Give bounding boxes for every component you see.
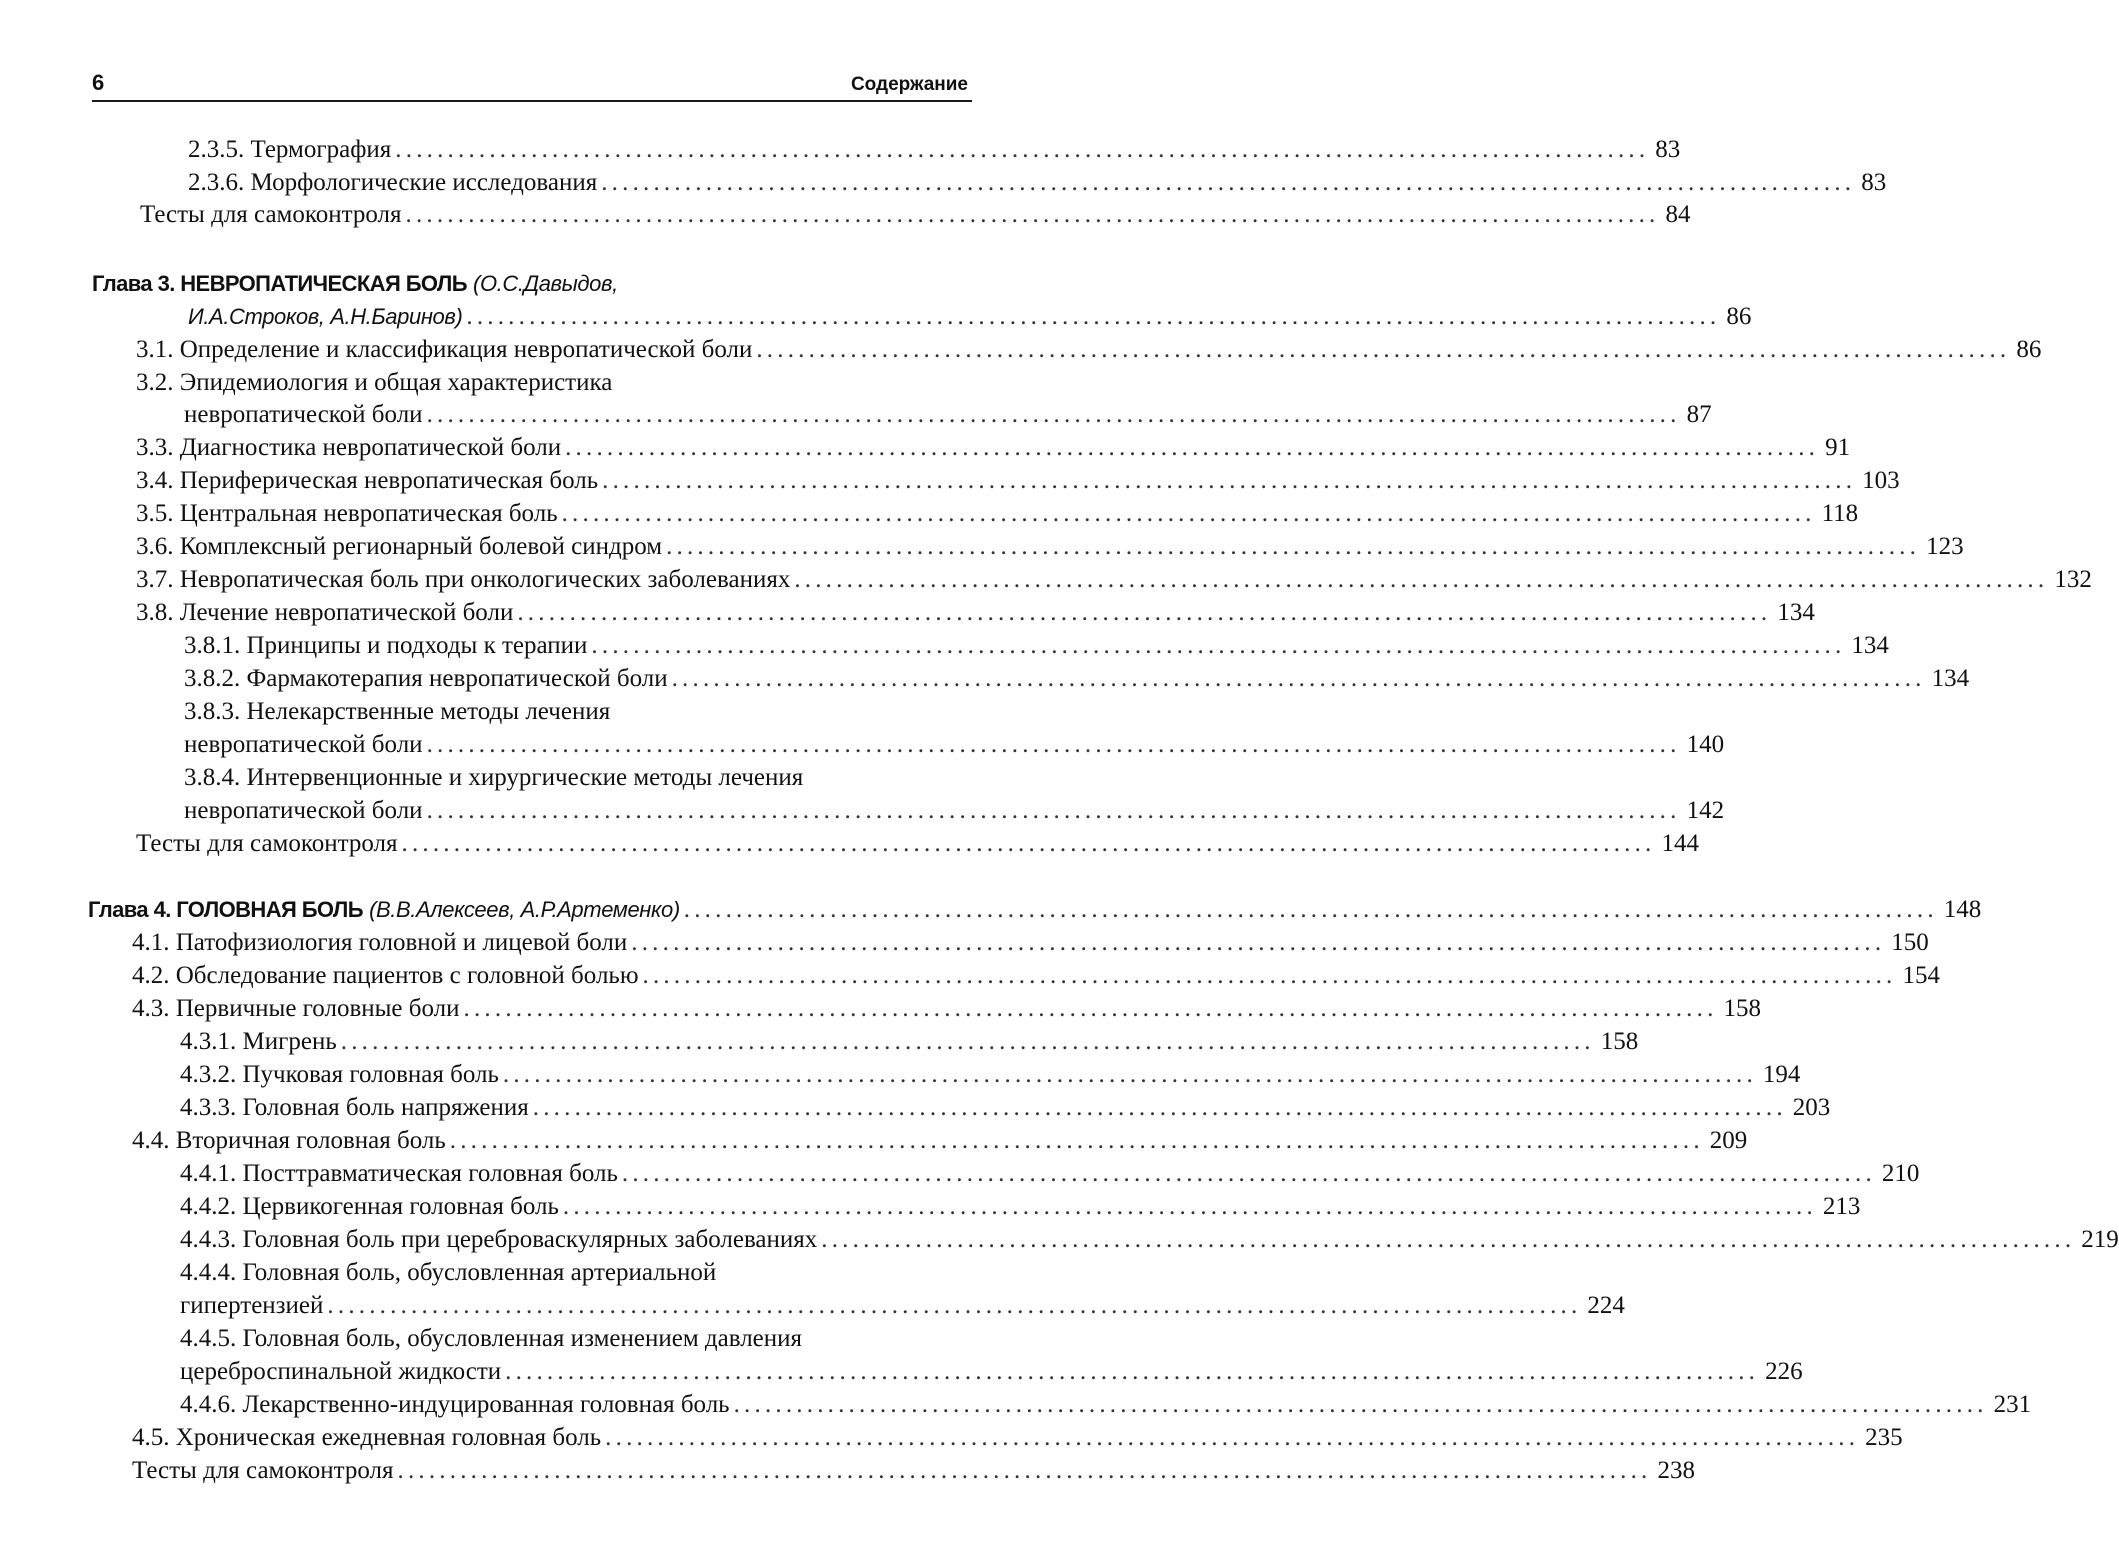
leader-dots: ........................................................................................................................ bbox=[426, 401, 1681, 428]
entry-number: 4.4.1. bbox=[180, 1160, 237, 1187]
entry-title: Мигрень bbox=[242, 1028, 337, 1055]
toc-entry-3-8-1[interactable] bbox=[184, 630, 1889, 662]
entry-page: 118 bbox=[1821, 500, 1859, 527]
entry-number: 3.1. bbox=[136, 336, 174, 363]
entry-title: Периферическая невропатическая боль bbox=[179, 467, 599, 494]
chapter-4-heading[interactable] bbox=[88, 894, 1982, 926]
toc-entry-3-8-3-line-1[interactable] bbox=[184, 696, 960, 728]
toc-entry-3-8-4-line-2[interactable] bbox=[184, 795, 1725, 827]
entry-title-continued: невропатической боли bbox=[184, 797, 423, 824]
entry-title: Термография bbox=[250, 136, 392, 163]
entry-title: Пучковая головная боль bbox=[242, 1061, 499, 1088]
chapter-3-heading[interactable] bbox=[92, 268, 618, 300]
leader-dots: ........................................................................................................................ bbox=[401, 830, 1656, 857]
leader-dots: ........................................................................................................................ bbox=[502, 1061, 1757, 1088]
entry-title-continued: невропатической боли bbox=[184, 401, 423, 428]
entry-title: Головная боль при цереброваскулярных заболеваниях bbox=[242, 1226, 818, 1253]
entry-number: 4.5. bbox=[132, 1424, 170, 1451]
entry-title: Лечение невропатической боли bbox=[179, 599, 514, 626]
entry-title: Фармакотерапия невропатической боли bbox=[246, 665, 668, 692]
entry-number: 4.4.2. bbox=[180, 1193, 237, 1220]
toc-entry-tests-ch4[interactable] bbox=[132, 1455, 1695, 1487]
leader-dots: ........................................................................................................................ bbox=[605, 1424, 1860, 1451]
entry-page: 142 bbox=[1686, 797, 1725, 824]
toc-entry-3-1[interactable] bbox=[136, 334, 2042, 366]
entry-title: Тесты для самоконтроля bbox=[140, 201, 402, 228]
toc-entry-3-2-line-1[interactable] bbox=[136, 367, 960, 399]
toc-entry-2-3-6[interactable] bbox=[188, 167, 1887, 199]
entry-page: 150 bbox=[1891, 929, 1929, 956]
entry-page: 83 bbox=[1655, 136, 1681, 163]
toc-entry-4-3-3[interactable] bbox=[180, 1092, 1831, 1124]
toc-entry-4-4-4-line-2[interactable] bbox=[180, 1290, 1625, 1322]
entry-title: Цервикогенная головная боль bbox=[242, 1193, 559, 1220]
entry-number: 4.4.6. bbox=[180, 1391, 237, 1418]
toc-entry-3-8-2[interactable] bbox=[184, 663, 1970, 695]
leader-dots: ........................................................................................................................ bbox=[733, 1391, 1988, 1418]
toc-entry-4-4-5-line-1[interactable] bbox=[180, 1323, 956, 1355]
entry-title: Тесты для самоконтроля bbox=[136, 830, 398, 857]
leader-dots: ........................................................................................................................ bbox=[631, 929, 1886, 956]
chapter-authors: (О.С.Давыдов, bbox=[473, 271, 618, 296]
chapter-authors: И.А.Строков, А.Н.Баринов) bbox=[188, 304, 463, 329]
entry-title: Вторичная головная боль bbox=[175, 1127, 446, 1154]
leader-dots: ........................................................................................................................ bbox=[565, 434, 1820, 461]
entry-title-continued: цереброспинальной жидкости bbox=[180, 1358, 502, 1385]
leader-dots: ........................................................................................................................ bbox=[561, 500, 1816, 527]
leader-dots: ........................................................................................................................ bbox=[327, 1292, 1582, 1319]
toc-entry-tests-ch3[interactable] bbox=[136, 828, 1699, 860]
entry-title: Посттравматическая головная боль bbox=[242, 1160, 618, 1187]
leader-dots: ........................................................................................................................ bbox=[397, 1457, 1652, 1484]
entry-page: 226 bbox=[1765, 1358, 1803, 1385]
entry-title: Комплексный регионарный болевой синдром bbox=[179, 533, 663, 560]
toc-entry-4-4-6[interactable] bbox=[180, 1389, 2032, 1421]
toc-entry-4-4-1[interactable] bbox=[180, 1158, 1920, 1190]
toc-entry-3-8-4-line-1[interactable] bbox=[184, 762, 960, 794]
entry-page: 134 bbox=[1777, 599, 1815, 626]
entry-page: 238 bbox=[1657, 1457, 1695, 1484]
entry-number: 3.4. bbox=[136, 467, 174, 494]
leader-dots: ........................................................................................................................ bbox=[756, 336, 2011, 363]
leader-dots: ........................................................................................................................ bbox=[405, 201, 1660, 228]
entry-page: 154 bbox=[1902, 962, 1940, 989]
entry-page: 158 bbox=[1600, 1028, 1639, 1055]
toc-entry-3-8[interactable] bbox=[136, 597, 1815, 629]
leader-dots: ........................................................................................................................ bbox=[517, 599, 1772, 626]
toc-entry-3-2-line-2[interactable] bbox=[184, 399, 1712, 431]
entry-number: 4.4.4. bbox=[180, 1259, 237, 1286]
entry-page: 231 bbox=[1993, 1391, 2032, 1418]
entry-title: Принципы и подходы к терапии bbox=[246, 632, 588, 659]
toc-entry-4-4[interactable] bbox=[132, 1125, 1748, 1157]
entry-title: Эпидемиология и общая характеристика bbox=[179, 369, 613, 396]
leader-dots: ........................................................................................................................ bbox=[340, 1028, 1595, 1055]
entry-page: 134 bbox=[1851, 632, 1889, 659]
page-number: 6 bbox=[92, 70, 105, 95]
entry-number: 4.4.3. bbox=[180, 1226, 237, 1253]
entry-page: 144 bbox=[1661, 830, 1699, 857]
entry-title: Лекарственно-индуцированная головная боль bbox=[242, 1391, 730, 1418]
toc-entry-4-3-1[interactable] bbox=[180, 1026, 1639, 1058]
entry-number: 3.3. bbox=[136, 434, 174, 461]
entry-page: 91 bbox=[1825, 434, 1851, 461]
leader-dots: ........................................................................................................................ bbox=[591, 632, 1846, 659]
entry-page: 86 bbox=[1726, 303, 1752, 330]
entry-number: 4.3.2. bbox=[180, 1061, 237, 1088]
entry-title: Морфологические исследования bbox=[250, 169, 598, 196]
leader-dots: ........................................................................................................................ bbox=[466, 303, 1721, 330]
entry-page: 132 bbox=[2054, 566, 2092, 593]
leader-dots: ........................................................................................................................ bbox=[794, 566, 2049, 593]
page-header bbox=[92, 68, 972, 102]
entry-number: 3.2. bbox=[136, 369, 174, 396]
entry-page: 148 bbox=[1943, 896, 1982, 923]
chapter-authors: (В.В.Алексеев, А.Р.Артеменко) bbox=[369, 897, 680, 922]
entry-title: Первичные головные боли bbox=[175, 995, 460, 1022]
toc-entry-4-4-2[interactable] bbox=[180, 1191, 1861, 1223]
entry-title: Нелекарственные методы лечения bbox=[246, 698, 611, 725]
toc-entry-tests-ch2[interactable] bbox=[140, 199, 1691, 231]
entry-number: 4.4. bbox=[132, 1127, 170, 1154]
entry-title: Диагностика невропатической боли bbox=[179, 434, 562, 461]
entry-title: Тесты для самоконтроля bbox=[132, 1457, 394, 1484]
entry-number: 4.3.1. bbox=[180, 1028, 237, 1055]
toc-entry-4-5[interactable] bbox=[132, 1422, 1903, 1454]
toc-entry-3-5[interactable] bbox=[136, 498, 1859, 530]
entry-number: 4.2. bbox=[132, 962, 170, 989]
entry-number: 4.3.3. bbox=[180, 1094, 237, 1121]
leader-dots: ........................................................................................................................ bbox=[821, 1226, 2076, 1253]
entry-number: 4.4.5. bbox=[180, 1325, 237, 1352]
toc-entry-4-2[interactable] bbox=[132, 960, 1940, 992]
entry-page: 140 bbox=[1686, 731, 1725, 758]
entry-page: 213 bbox=[1822, 1193, 1861, 1220]
entry-title: Определение и классификация невропатической боли bbox=[179, 336, 753, 363]
entry-title: Головная боль напряжения bbox=[242, 1094, 529, 1121]
entry-page: 83 bbox=[1861, 169, 1887, 196]
leader-dots: ........................................................................................................................ bbox=[683, 896, 1938, 923]
entry-title: Головная боль, обусловленная изменением давления bbox=[242, 1325, 803, 1352]
leader-dots: ........................................................................................................................ bbox=[426, 731, 1681, 758]
toc-entry-3-6[interactable] bbox=[136, 531, 1964, 563]
leader-dots: ........................................................................................................................ bbox=[602, 467, 1857, 494]
toc-entry-3-7[interactable] bbox=[136, 564, 2092, 596]
entry-page: 203 bbox=[1792, 1094, 1831, 1121]
entry-page: 103 bbox=[1862, 467, 1900, 494]
entry-title: Головная боль, обусловленная артериальной bbox=[242, 1259, 717, 1286]
leader-dots: ........................................................................................................................ bbox=[532, 1094, 1787, 1121]
leader-dots: ........................................................................................................................ bbox=[601, 169, 1856, 196]
entry-page: 134 bbox=[1931, 665, 1970, 692]
chapter-3-authors-line[interactable] bbox=[188, 301, 1752, 333]
leader-dots: ........................................................................................................................ bbox=[666, 533, 1921, 560]
toc-entry-4-4-5-line-2[interactable] bbox=[180, 1356, 1803, 1388]
entry-number: 3.5. bbox=[136, 500, 174, 527]
toc-entry-4-4-4-line-1[interactable] bbox=[180, 1257, 956, 1289]
leader-dots: ........................................................................................................................ bbox=[505, 1358, 1760, 1385]
entry-page: 224 bbox=[1587, 1292, 1625, 1319]
toc-entry-3-4[interactable] bbox=[136, 465, 1900, 497]
entry-page: 84 bbox=[1665, 201, 1691, 228]
entry-page: 235 bbox=[1865, 1424, 1903, 1451]
entry-number: 2.3.6. bbox=[188, 169, 245, 196]
entry-page: 87 bbox=[1686, 401, 1712, 428]
entry-page: 86 bbox=[2016, 336, 2042, 363]
leader-dots: ........................................................................................................................ bbox=[463, 995, 1718, 1022]
leader-dots: ........................................................................................................................ bbox=[671, 665, 1926, 692]
entry-number: 3.8.2. bbox=[184, 665, 241, 692]
toc-entry-3-3[interactable] bbox=[136, 432, 1851, 464]
toc-entry-4-1[interactable] bbox=[132, 927, 1929, 959]
toc-entry-4-3-2[interactable] bbox=[180, 1059, 1801, 1091]
leader-dots: ........................................................................................................................ bbox=[642, 962, 1897, 989]
entry-title: Невропатическая боль при онкологических заболеваниях bbox=[179, 566, 791, 593]
entry-page: 219 bbox=[2081, 1226, 2119, 1253]
entry-title: Интервенционные и хирургические методы лечения bbox=[246, 764, 804, 791]
entry-title: Патофизиология головной и лицевой боли bbox=[175, 929, 628, 956]
running-title: Содержание bbox=[850, 74, 968, 95]
toc-entry-3-8-3-line-2[interactable] bbox=[184, 729, 1725, 761]
entry-title: Хроническая ежедневная головная боль bbox=[175, 1424, 602, 1451]
entry-title: Центральная невропатическая боль bbox=[179, 500, 558, 527]
entry-title-continued: гипертензией bbox=[180, 1292, 324, 1319]
entry-title: Обследование пациентов с головной болью bbox=[175, 962, 639, 989]
leader-dots: ........................................................................................................................ bbox=[449, 1127, 1704, 1154]
entry-number: 2.3.5. bbox=[188, 136, 245, 163]
leader-dots: ........................................................................................................................ bbox=[426, 797, 1681, 824]
toc-entry-4-3[interactable] bbox=[132, 993, 1762, 1025]
entry-page: 210 bbox=[1881, 1160, 1920, 1187]
entry-number: 3.8.1. bbox=[184, 632, 241, 659]
entry-number: 4.1. bbox=[132, 929, 170, 956]
entry-number: 3.8.4. bbox=[184, 764, 241, 791]
entry-title-continued: невропатической боли bbox=[184, 731, 423, 758]
entry-page: 123 bbox=[1926, 533, 1964, 560]
leader-dots: ........................................................................................................................ bbox=[562, 1193, 1817, 1220]
entry-page: 209 bbox=[1709, 1127, 1748, 1154]
chapter-title: Глава 4. ГОЛОВНАЯ БОЛЬ bbox=[88, 897, 363, 922]
entry-number: 3.6. bbox=[136, 533, 174, 560]
leader-dots: ........................................................................................................................ bbox=[621, 1160, 1876, 1187]
entry-number: 4.3. bbox=[132, 995, 170, 1022]
toc-entry-4-4-3[interactable] bbox=[180, 1224, 2119, 1256]
entry-page: 194 bbox=[1762, 1061, 1801, 1088]
leader-dots: ........................................................................................................................ bbox=[395, 136, 1650, 163]
chapter-title: Глава 3. НЕВРОПАТИЧЕСКАЯ БОЛЬ bbox=[92, 271, 467, 296]
entry-number: 3.7. bbox=[136, 566, 174, 593]
toc-entry-2-3-5[interactable] bbox=[188, 134, 1681, 166]
entry-number: 3.8.3. bbox=[184, 698, 241, 725]
entry-number: 3.8. bbox=[136, 599, 174, 626]
entry-page: 158 bbox=[1723, 995, 1762, 1022]
